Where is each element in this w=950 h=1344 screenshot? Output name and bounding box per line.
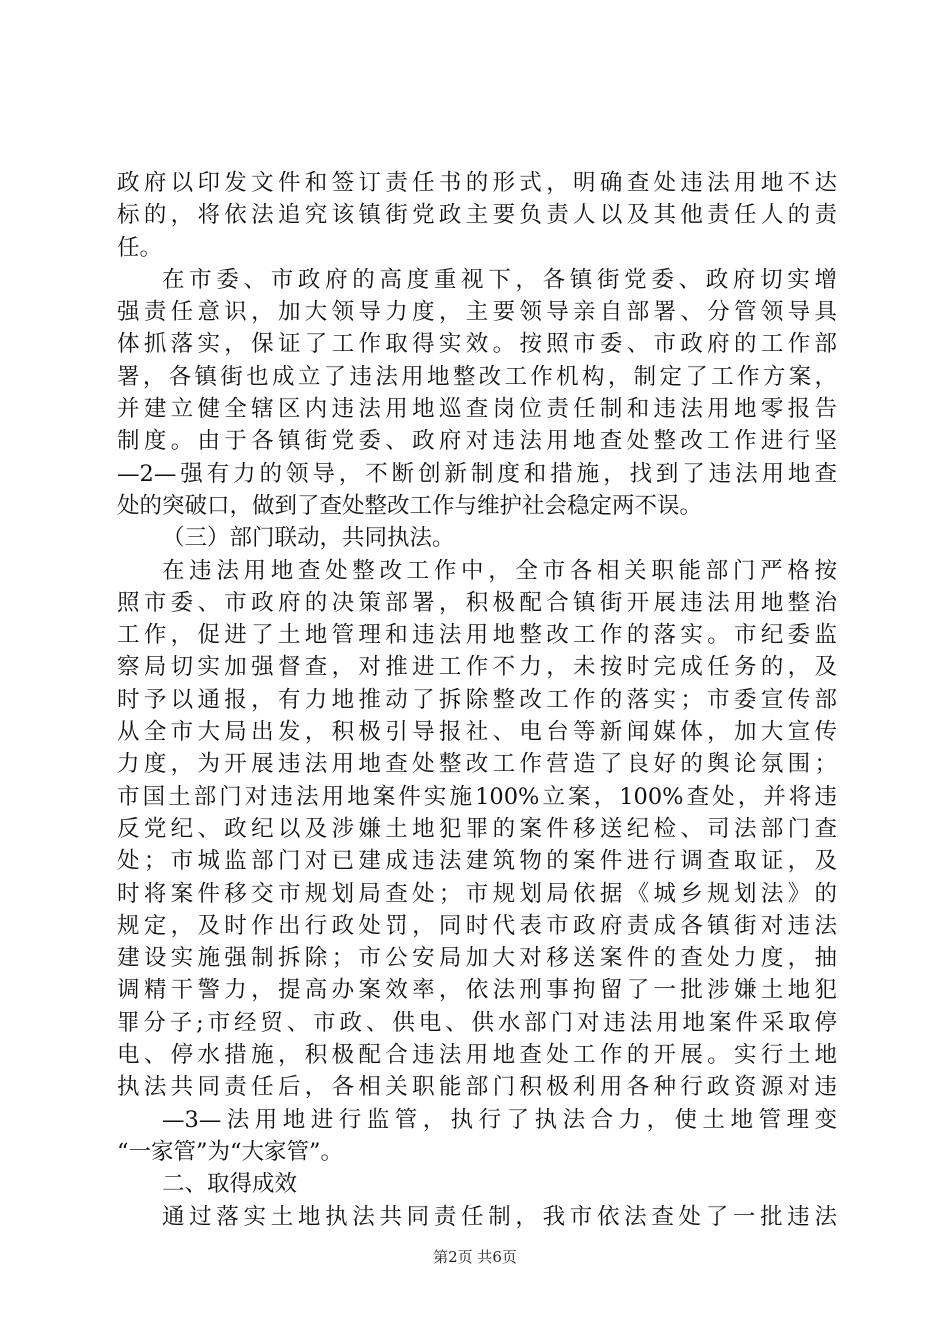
text-line: “一家管”为“大家管”。 xyxy=(117,1138,344,1165)
text-line: 体抓落实，保证了工作取得实效。按照市委、市政府的工作部 xyxy=(117,331,837,358)
text-line: 从全市大局出发，积极引导报社、电台等新闻媒体，加大宣传 xyxy=(117,719,837,746)
text-line: 调精干警力，提高办案效率，依法刑事拘留了一批涉嫌土地犯 xyxy=(117,977,837,1004)
text-line: 并建立健全辖区内违法用地巡查岗位责任制和违法用地零报告 xyxy=(117,396,837,423)
text-line: 政府以印发文件和签订责任书的形式，明确查处违法用地不达 xyxy=(117,170,837,196)
text-line: 察局切实加强督查，对推进工作不力，未按时完成任务的，及 xyxy=(117,654,837,681)
text-line: 执法共同责任后，各相关职能部门积极利用各种行政资源对违 xyxy=(117,1074,837,1101)
text-line: 规定，及时作出行政处罚，同时代表市政府责成各镇街对违法 xyxy=(117,912,837,939)
text-line: （三）部门联动，共同执法。 xyxy=(162,525,455,552)
text-line: 在市委、市政府的高度重视下，各镇街党委、政府切实增 xyxy=(162,266,837,293)
page-footer: 第2页 共6页 xyxy=(433,1248,517,1266)
text-line: 署，各镇街也成立了违法用地整改工作机构，制定了工作方案， xyxy=(117,363,837,390)
document-body xyxy=(117,167,837,1233)
text-line: 时予以通报，有力地推动了拆除整改工作的落实；市委宣传部 xyxy=(117,686,837,713)
text-line: 反党纪、政纪以及涉嫌土地犯罪的案件移送纪检、司法部门查 xyxy=(117,815,837,842)
text-line: 制度。由于各镇街党委、政府对违法用地查处整改工作进行坚 xyxy=(117,428,837,455)
text-line: —2—强有力的领导，不断创新制度和措施，找到了违法用地查 xyxy=(117,460,837,487)
text-line: —3—法用地进行监管，执行了执法合力，使土地管理变 xyxy=(162,1106,837,1133)
text-line: 建设实施强制拆除；市公安局加大对移送案件的查处力度，抽 xyxy=(117,945,837,972)
text-line: 强责任意识，加大领导力度，主要领导亲自部署、分管领导具 xyxy=(117,299,837,326)
text-line: 力度，为开展违法用地查处整改工作营造了良好的舆论氛围； xyxy=(117,751,837,778)
text-line: 照市委、市政府的决策部署，积极配合镇街开展违法用地整治 xyxy=(117,589,837,616)
text-line: 任。 xyxy=(117,234,163,261)
text-line: 罪分子;市经贸、市政、供电、供水部门对违法用地案件采取停 xyxy=(117,1009,837,1036)
text-line: 处；市城监部门对已建成违法建筑物的案件进行调查取证，及 xyxy=(117,848,837,875)
text-line: 在违法用地查处整改工作中，全市各相关职能部门严格按 xyxy=(162,557,837,584)
text-line: 处的突破口，做到了查处整改工作与维护社会稳定两不误。 xyxy=(117,492,703,519)
text-line: 工作，促进了土地管理和违法用地整改工作的落实。市纪委监 xyxy=(117,622,837,649)
text-line: 标的，将依法追究该镇街党政主要负责人以及其他责任人的责 xyxy=(117,202,837,229)
text-line: 电、停水措施，积极配合违法用地查处工作的开展。实行土地 xyxy=(117,1042,837,1069)
text-line: 时将案件移交市规划局查处；市规划局依据《城乡规划法》的 xyxy=(117,880,837,907)
text-line: 二、取得成效 xyxy=(162,1171,298,1198)
text-line: 市国土部门对违法用地案件实施100%立案，100%查处，并将违 xyxy=(117,783,837,810)
text-line: 通过落实土地执法共同责任制，我市依法查处了一批违法 xyxy=(162,1203,837,1230)
